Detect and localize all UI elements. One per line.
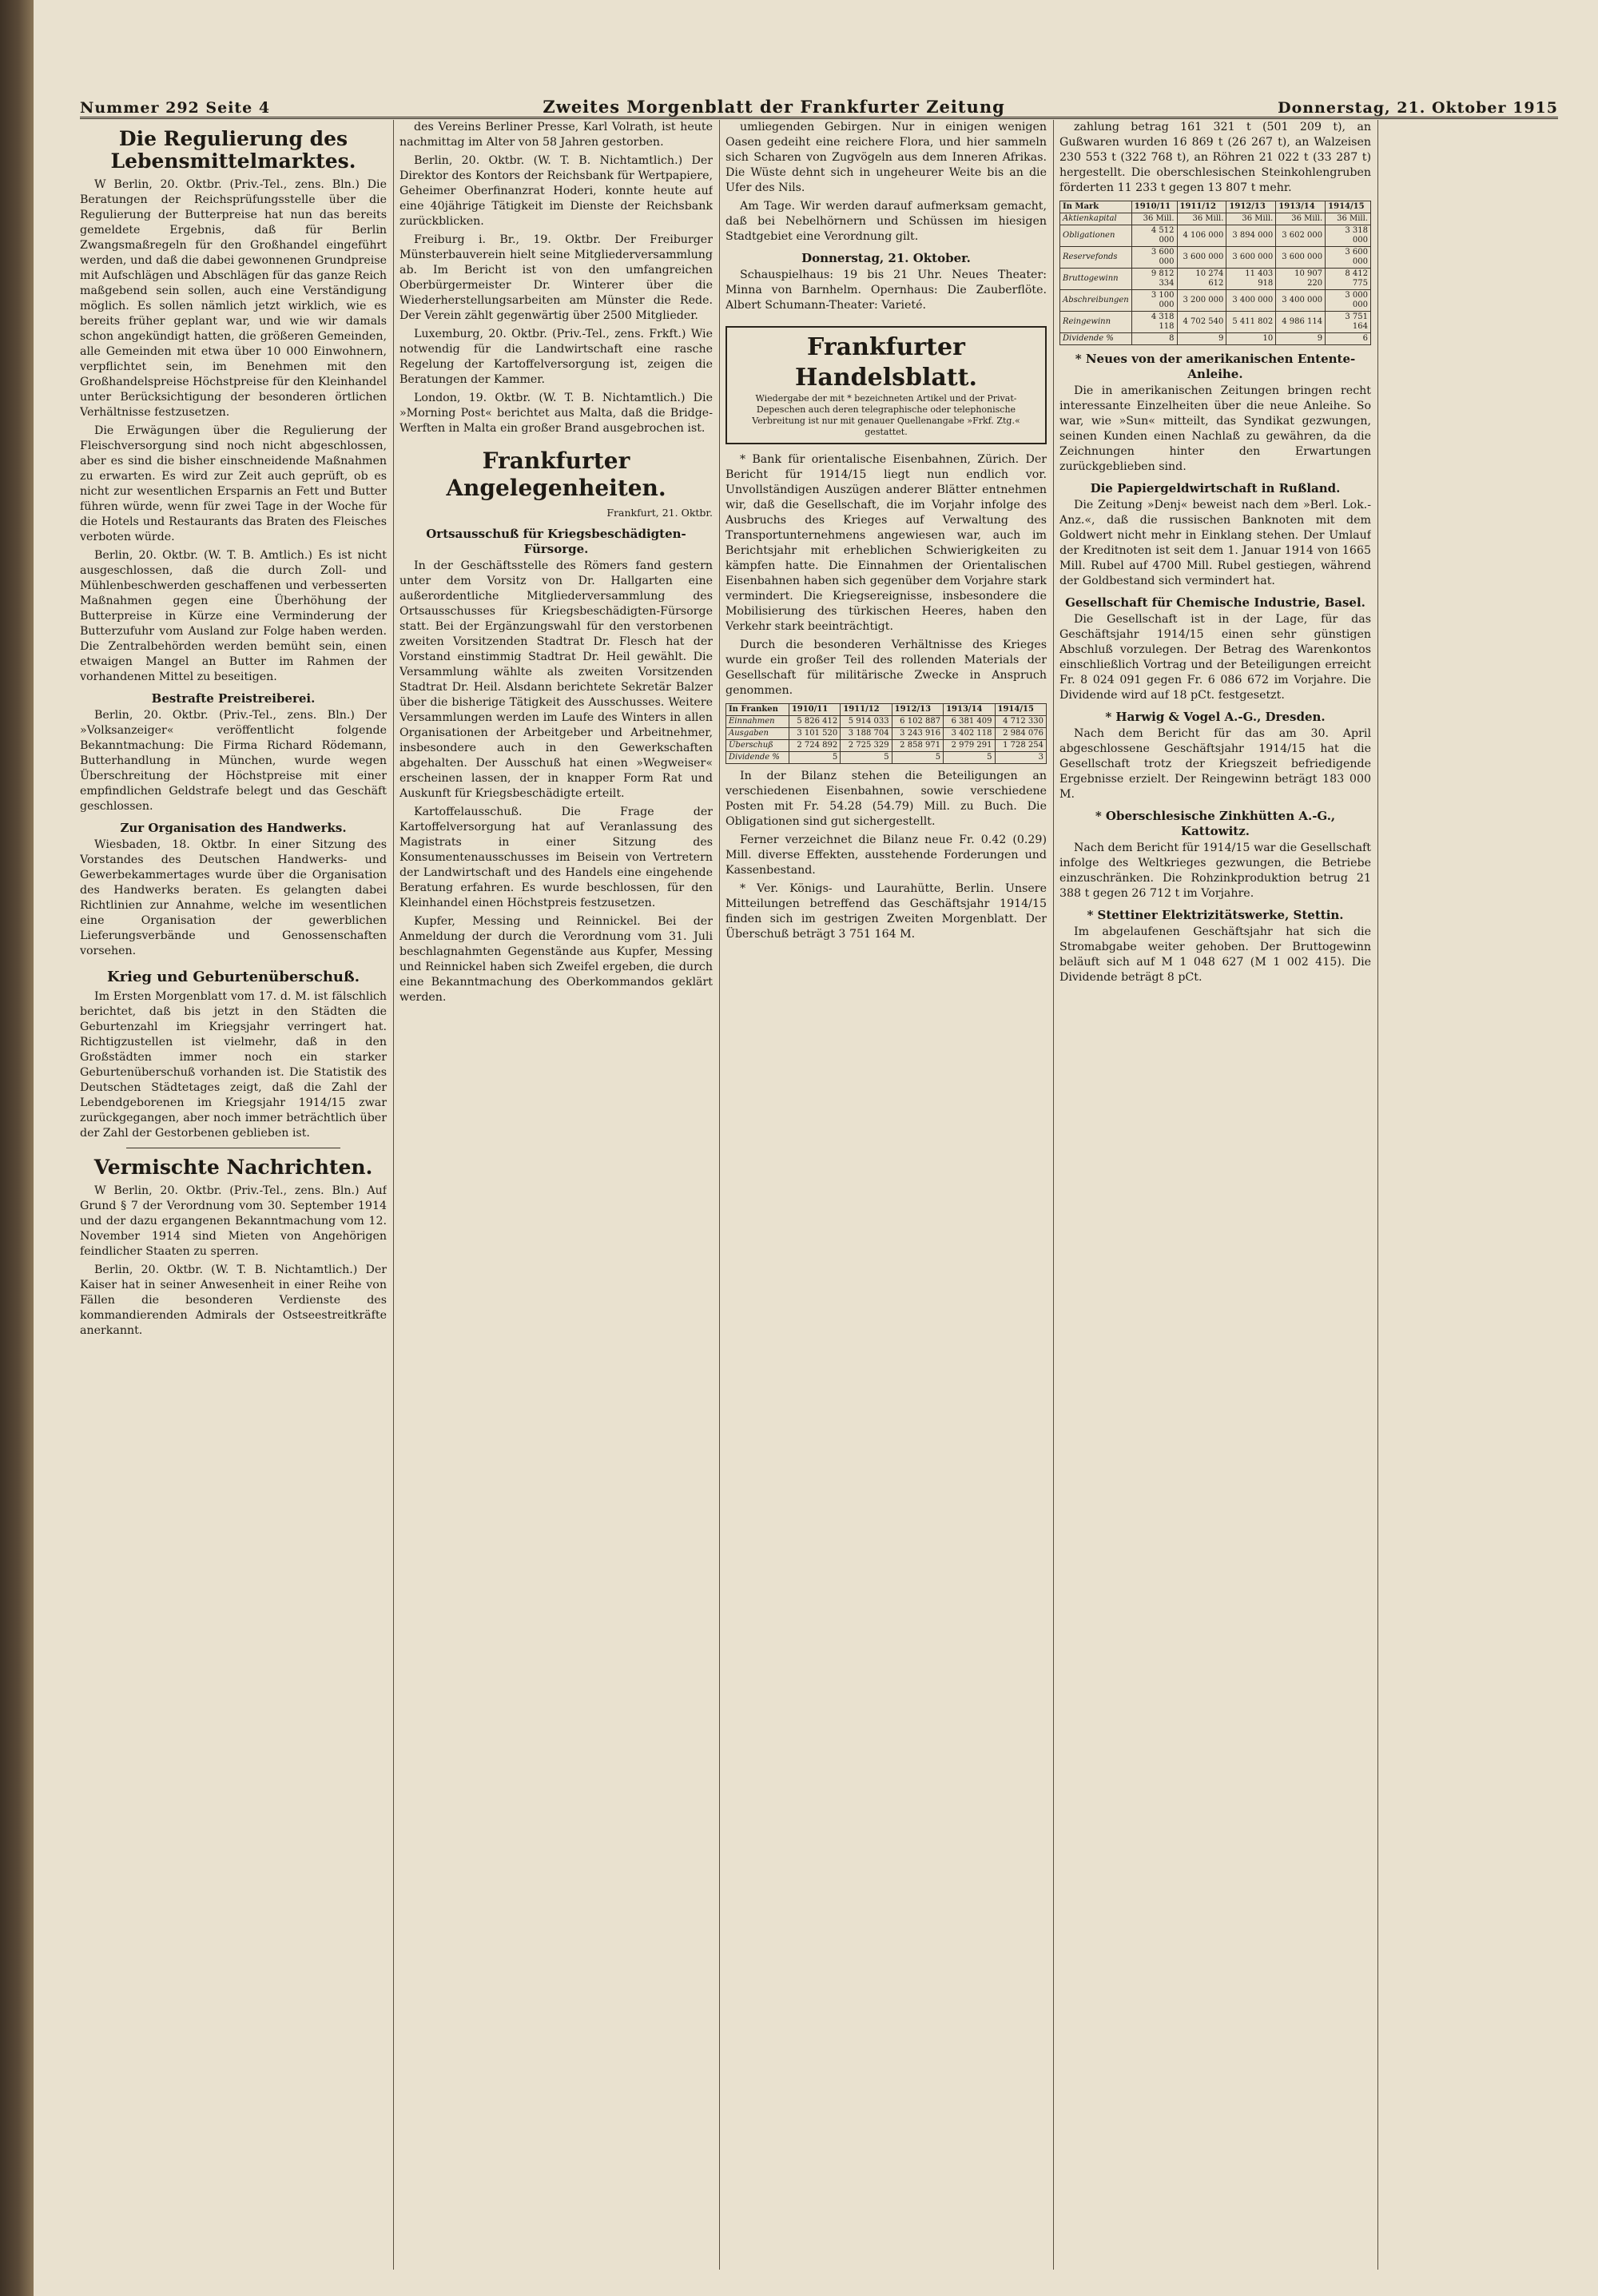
article-paragraph: Wiesbaden, 18. Oktbr. In einer Sitzung des Vorstandes des Deutschen Handwerks- und Gewerbekammertages wurde über die Organisation des Handwerks beraten. Es gelangten dabei Richtlinien zur Annahme, welche im wesentlichen eine Organisation der gewerblichen Lieferungsverbände und Genossenschaften vorsehen. <box>80 838 387 957</box>
table-cell: 5 <box>789 752 840 764</box>
masthead <box>80 86 1558 119</box>
table-cell: 3 751 164 <box>1326 312 1371 333</box>
table-row <box>726 716 1047 728</box>
article-paragraph: * Bank für orientalische Eisenbahnen, Zürich. Der Bericht für 1914/15 liegt nun endlich vor. Unvollständigen Auszügen anderer Blätter entnehmen wir, daß die Gesellschaft, die im Vorjahr infolge des Ausbruchs des Krieges auf Verwaltung des Transportunternehmens angewiesen war, auch im Berichtsjahr mit erheblichen Schwierigkeiten zu kämpfen hatte. Die Einnahmen der Orientalischen Eisenbahnen haben sich gegenüber dem Vorjahre stark vermindert. Die Kriegsereignisse, insbesondere die Mobilisierung des türkischen Heeres, haben den Verkehr stark beeinträchtigt. <box>725 453 1047 633</box>
table-header-cell: 1912/13 <box>892 704 943 716</box>
section-heading: * Harwig & Vogel A.-G., Dresden. <box>1105 710 1326 724</box>
table-cell: 4 986 114 <box>1276 312 1326 333</box>
table-cell: Bruttogewinn <box>1060 269 1132 290</box>
table-cell: 3 101 520 <box>789 728 840 740</box>
page-number-label: Nummer 292 Seite 4 <box>80 99 271 117</box>
article-paragraph: umliegenden Gebirgen. Nur in einigen wenigen Oasen gedeiht eine reichere Flora, und hier sammeln sich Scharen von Zugvögeln aus dem Inneren Afrikas. Die Wüste dehnt sich in ungeheurer Weite bis an die Ufer des Nils. <box>725 121 1047 194</box>
article-paragraph: In der Bilanz stehen die Beteiligungen an verschiedenen Eisenbahnen, sowie verschiedene Posten mit Fr. 54.28 (54.79) Mill. zu Buch. Die Obligationen sind gut sichergestellt. <box>725 770 1047 828</box>
article-paragraph: Die in amerikanischen Zeitungen bringen recht interessante Einzelheiten über die neue Anleihe. So war, wie »Sun« mitteilt, das Syndikat gezwungen, seinen Kunden einen Nachlaß zu gewähren, da die Zeichnungen hinter den Erwartungen zurückgeblieben sind. <box>1059 384 1371 473</box>
section-heading: * Stettiner Elektrizitätswerke, Stettin. <box>1087 908 1344 922</box>
section-heading: Vermischte Nachrichten. <box>93 1156 373 1179</box>
table-row <box>1060 333 1371 345</box>
newspaper-page <box>34 0 1598 2296</box>
article-paragraph: Kupfer, Messing und Reinnickel. Bei der Anmeldung der durch die Verordnung vom 31. Juli beschlagnahmten Gegenstände aus Kupfer, Messing und Reinnickel haben sich Zweifel ergeben, die durch eine Bekanntmachung des Oberkommandos geklärt werden. <box>400 915 713 1004</box>
table-header-cell: In Franken <box>726 704 789 716</box>
table-cell: Reservefonds <box>1060 247 1132 269</box>
section-heading: * Neues von der amerikanischen Entente-Anleihe. <box>1075 352 1356 381</box>
table-cell: 1 728 254 <box>995 740 1047 752</box>
table-cell: 3 600 000 <box>1226 247 1276 269</box>
handelsblatt-notice: Wiedergabe der mit * bezeichneten Artikel und der Privat-Depeschen auch deren telegraphische oder telephonische Verbreitung ist nur mit genauer Quellenangabe »Frkf. Ztg.« gestattet. <box>752 393 1020 437</box>
table-cell: Dividende % <box>726 752 789 764</box>
handelsblatt-title: Frankfurter Handelsblatt. <box>795 333 977 392</box>
table-cell: 5 826 412 <box>789 716 840 728</box>
issue-date: Donnerstag, 21. Oktober 1915 <box>1278 99 1558 117</box>
table-header-cell: In Mark <box>1060 201 1132 213</box>
table-cell: 2 725 329 <box>841 740 892 752</box>
table-cell: 3 000 000 <box>1326 290 1371 312</box>
table-row <box>1060 247 1371 269</box>
dateline: Frankfurt, 21. Oktbr. <box>606 507 713 519</box>
table-cell: 3 200 000 <box>1177 290 1226 312</box>
column-3 <box>725 120 1047 2270</box>
table-cell: 8 412 775 <box>1326 269 1371 290</box>
table-cell: Dividende % <box>1060 333 1132 345</box>
column-rule <box>719 120 720 2270</box>
article-headline: Die Regulierung des Lebensmittelmarktes. <box>110 127 356 173</box>
table-cell: 9 <box>1276 333 1326 345</box>
article-paragraph: Am Tage. Wir werden darauf aufmerksam gemacht, daß bei Nebelhörnern und Schüssen im hiesigen Stadtgebiet eine Verordnung gilt. <box>725 200 1047 243</box>
table-header-cell: 1910/11 <box>789 704 840 716</box>
table-cell: 3 400 000 <box>1226 290 1276 312</box>
article-paragraph: Die Erwägungen über die Regulierung der Fleischversorgung sind noch nicht abgeschlossen, aber es sind die bisher einschneidende Maßnahmen zu erwarten. Es wird zur Zeit auch geprüft, ob es nicht zur wesentlichen Ersparnis an Fett und Butter führen würde, wenn für zwei Tage in der Woche für die Hotels und Restaurants das Braten des Fleisches verboten würde. <box>80 424 387 543</box>
table-cell: Überschuß <box>726 740 789 752</box>
section-heading: * Oberschlesische Zinkhütten A.-G., Kattowitz. <box>1095 809 1336 838</box>
article-paragraph: Im abgelaufenen Geschäftsjahr hat sich die Stromabgabe weiter gehoben. Der Bruttogewinn beläuft sich auf M 1 048 627 (M 1 002 415). Die Dividende beträgt 8 pCt. <box>1059 925 1371 984</box>
table-cell: 2 724 892 <box>789 740 840 752</box>
table-cell: 3 243 916 <box>892 728 943 740</box>
table-cell: Ausgaben <box>726 728 789 740</box>
article-paragraph: W Berlin, 20. Oktbr. (Priv.-Tel., zens. Bln.) Die Beratungen der Reichsprüfungsstelle über die Regulierung der Butterpreise hat nun das bereits gemeldete Ergebnis, daß für Berlin Zwangsmaßregeln für den Großhandel eingeführt werden, und daß die dabei gewonnenen Grundpreise mit Aufschlägen und Abschlägen für das ganze Reich maßgebend sein sollen, auch eine Verständigung möglich. Es sollen nämlich jetzt wirklich, wie es bereits früher geplant war, und wie wir damals schon angekündigt hatten, die größeren Gemeinden, alle Gemeinden mit etwa über 10 000 Einwohnern, verpflichtet sein, im Benehmen mit den Großhandelspreise Höchstpreise für den Kleinhandel unter Berücksichtigung der besonderen örtlichen Verhältnisse festzusetzen. <box>80 178 387 419</box>
handelsblatt-box <box>725 326 1047 444</box>
table-cell: 4 712 330 <box>995 716 1047 728</box>
table-cell: 36 Mill. <box>1276 213 1326 225</box>
section-heading: Die Papiergeldwirtschaft in Rußland. <box>1090 481 1341 495</box>
table-cell: 5 <box>892 752 943 764</box>
table-header-cell: 1914/15 <box>995 704 1047 716</box>
column-2 <box>400 120 713 2270</box>
table-cell: 3 894 000 <box>1226 225 1276 247</box>
table-cell: 3 400 000 <box>1276 290 1326 312</box>
newspaper-title: Zweites Morgenblatt der Frankfurter Zeitung <box>543 97 1005 117</box>
article-paragraph: Berlin, 20. Oktbr. (W. T. B. Nichtamtlich.) Der Kaiser hat in seiner Anwesenheit in einer Reihe von Fällen die besonderen Verdienste des kommandierenden Admirals der Ostseestreitkräfte anerkannt. <box>80 1263 387 1337</box>
table-cell: 3 100 000 <box>1131 290 1177 312</box>
section-heading: Krieg und Geburtenüberschuß. <box>107 969 360 985</box>
article-paragraph: Berlin, 20. Oktbr. (W. T. B. Amtlich.) Es ist nicht ausgeschlossen, daß die durch Zoll- und Mühlenbeschwerden geschaffenen und verbesserten Maßnahmen gegen eine Überhöhung der Butterpreise in Kürze eine Verminderung der Butterzufuhr vom Ausland zur Folge haben werden. Die Zentralbehörden werden bemüht sein, einen etwaigen Mangel an Butter im Rahmen der vorhandenen Mittel zu beseitigen. <box>80 549 387 683</box>
table-cell: Abschreibungen <box>1060 290 1132 312</box>
table-cell: 3 402 118 <box>944 728 995 740</box>
table-cell: 36 Mill. <box>1131 213 1177 225</box>
article-paragraph: Ferner verzeichnet die Bilanz neue Fr. 0.42 (0.29) Mill. diverse Effekten, ausstehende Forderungen und Kassenbestand. <box>725 834 1047 877</box>
section-heading: Ortsausschuß für Kriegsbeschädigten-Fürsorge. <box>426 527 686 556</box>
table-cell: 8 <box>1131 333 1177 345</box>
article-paragraph: Freiburg i. Br., 19. Oktbr. Der Freiburger Münsterbauverein hielt seine Mitgliederversammlung ab. Im Bericht ist von den umfangreichen Oberbürgermeister Dr. Winterer über die Wiederherstellungsarbeiten am Münster die Rede. Der Verein zählt gegenwärtig über 2500 Mitglieder. <box>400 233 713 322</box>
table-row <box>1060 225 1371 247</box>
article-paragraph: zahlung betrag 161 321 t (501 209 t), an Gußwaren wurden 16 869 t (26 267 t), an Walzeisen 230 553 t (322 768 t), an Röhren 21 022 t (33 287 t) hergestellt. Die oberschlesischen Steinkohlengruben förderten 11 233 t gegen 13 807 t mehr. <box>1059 121 1371 194</box>
article-paragraph: Nach dem Bericht für 1914/15 war die Gesellschaft infolge des Weltkrieges gezwungen, die Betriebe einzuschränken. Die Rohzinkproduktion betrug 21 388 t gegen 26 712 t im Vorjahre. <box>1059 842 1371 900</box>
column-rule <box>1053 120 1054 2270</box>
table-cell: 9 <box>1177 333 1226 345</box>
table-header-cell: 1911/12 <box>841 704 892 716</box>
table-cell: 3 318 000 <box>1326 225 1371 247</box>
article-paragraph: Im Ersten Morgenblatt vom 17. d. M. ist fälschlich berichtet, daß bis jetzt in den Städten die Geburtenzahl im Kriegsjahr verringert hat. Richtigzustellen ist vielmehr, daß in den Großstädten immer noch ein starker Geburtenüberschuß vorhanden ist. Die Statistik des Deutschen Städtetages zeigt, daß die Zahl der Lebendgeborenen im Kriegsjahr 1914/15 zwar zurückgegangen, aber noch immer beträchtlich über der Zahl der Gestorbenen geblieben ist. <box>80 990 387 1140</box>
table-row <box>1060 312 1371 333</box>
section-heading: Zur Organisation des Handwerks. <box>120 821 347 835</box>
table-cell: 6 <box>1326 333 1371 345</box>
article-paragraph: W Berlin, 20. Oktbr. (Priv.-Tel., zens. Bln.) Auf Grund § 7 der Verordnung vom 30. September 1914 und der dazu ergangenen Bekanntmachung vom 12. November 1914 sind Mieten von Angehörigen feindlicher Staaten zu sperren. <box>80 1184 387 1258</box>
table-row <box>726 728 1047 740</box>
table-cell: 2 984 076 <box>995 728 1047 740</box>
column-rule <box>393 120 394 2270</box>
table-header-cell: 1913/14 <box>1276 201 1326 213</box>
table-cell: 9 812 334 <box>1131 269 1177 290</box>
table-cell: Einnahmen <box>726 716 789 728</box>
table-cell: 10 274 612 <box>1177 269 1226 290</box>
column-5-edge <box>1384 120 1563 2270</box>
table-header-cell: 1911/12 <box>1177 201 1226 213</box>
table-cell: 3 <box>995 752 1047 764</box>
table-row <box>726 740 1047 752</box>
article-paragraph: Berlin, 20. Oktbr. (W. T. B. Nichtamtlich.) Der Direktor des Kontors der Reichsbank für Wertpapiere, Geheimer Oberfinanzrat Hoderi, konnte heute auf eine 40jährige Tätigkeit im Dienste der Reichsbank zurückblicken. <box>400 154 713 228</box>
article-paragraph: Durch die besonderen Verhältnisse des Krieges wurde ein großer Teil des rollenden Materials der Gesellschaft für militärische Zwecke in Anspruch genommen. <box>725 639 1047 697</box>
article-paragraph: * Ver. Königs- und Laurahütte, Berlin. Unsere Mitteilungen betreffend das Geschäftsjahr 1914/15 finden sich im gestrigen Zweiten Morgenblatt. Der Überschuß beträgt 3 751 164 M. <box>725 882 1047 941</box>
table-cell: 36 Mill. <box>1177 213 1226 225</box>
table-row <box>1060 269 1371 290</box>
table-row <box>1060 213 1371 225</box>
table-cell: 3 600 000 <box>1276 247 1326 269</box>
table-cell: 5 <box>944 752 995 764</box>
table-header-cell: 1914/15 <box>1326 201 1371 213</box>
theater-listing: Schauspielhaus: 19 bis 21 Uhr. Neues Theater: Minna von Barnhelm. Opernhaus: Die Zauberflöte. Albert Schumann-Theater: Varieté. <box>725 269 1047 312</box>
table-cell: 2 979 291 <box>944 740 995 752</box>
table-cell: 10 <box>1226 333 1276 345</box>
financial-table <box>1059 201 1371 345</box>
table-cell: 5 411 802 <box>1226 312 1276 333</box>
article-paragraph: Kartoffelausschuß. Die Frage der Kartoffelversorgung hat auf Veranlassung des Magistrats in einer Sitzung des Konsumentenausschusses im Beisein von Vertretern der Landwirtschaft und des Handels eine eingehende Beratung erfahren. Es wurde beschlossen, für den Kleinhandel einen Höchstpreis festzusetzen. <box>400 806 713 909</box>
table-cell: 11 403 918 <box>1226 269 1276 290</box>
book-spine <box>0 0 34 2296</box>
table-cell: 36 Mill. <box>1326 213 1371 225</box>
table-header-cell: 1913/14 <box>944 704 995 716</box>
table-cell: 3 600 000 <box>1131 247 1177 269</box>
column-4 <box>1059 120 1371 2270</box>
table-cell: 3 600 000 <box>1177 247 1226 269</box>
table-cell: 3 602 000 <box>1276 225 1326 247</box>
article-paragraph: Die Zeitung »Denj« beweist nach dem »Berl. Lok.-Anz.«, daß die russischen Banknoten mit dem Goldwert nicht mehr in Einklang stehen. Der Umlauf der Kreditnoten ist seit dem 1. Januar 1914 von 1665 Mill. Rubel auf 4700 Mill. Rubel gestiegen, während der Goldbestand sich vermindert hat. <box>1059 499 1371 587</box>
table-cell: 36 Mill. <box>1226 213 1276 225</box>
column-rule <box>1377 120 1378 2270</box>
table-row <box>726 752 1047 764</box>
section-title: Frankfurter Angelegenheiten. <box>446 448 666 501</box>
table-cell: 2 858 971 <box>892 740 943 752</box>
table-cell: 6 102 887 <box>892 716 943 728</box>
table-cell: 4 106 000 <box>1177 225 1226 247</box>
article-paragraph: Nach dem Bericht für das am 30. April abgeschlossene Geschäftsjahr 1914/15 hat die Gesellschaft trotz der Kriegszeit befriedigende Ergebnisse erzielt. Der Reingewinn beträgt 183 000 M. <box>1059 727 1371 801</box>
table-cell: 5 914 033 <box>841 716 892 728</box>
column-1 <box>80 120 387 2270</box>
table-cell: 4 318 118 <box>1131 312 1177 333</box>
table-cell: 10 907 220 <box>1276 269 1326 290</box>
table-cell: 3 600 000 <box>1326 247 1371 269</box>
section-heading: Donnerstag, 21. Oktober. <box>801 251 971 265</box>
article-paragraph: Luxemburg, 20. Oktbr. (Priv.-Tel., zens. Frkft.) Wie notwendig für die Landwirtschaft eine rasche Regelung der Kartoffelversorgung ist, zeigen die Beratungen der Kammer. <box>400 328 713 386</box>
section-heading: Gesellschaft für Chemische Industrie, Basel. <box>1065 595 1365 610</box>
table-row <box>1060 290 1371 312</box>
article-paragraph: London, 19. Oktbr. (W. T. B. Nichtamtlich.) Die »Morning Post« berichtet aus Malta, daß die Bridge-Werften in Malta ein großer Brand ausgebrochen ist. <box>400 392 713 435</box>
article-paragraph: Die Gesellschaft ist in der Lage, für das Geschäftsjahr 1914/15 einen sehr günstigen Abschluß vorzulegen. Der Betrag des Warenkontos einschließlich Vortrag und der Beteiligungen erreicht Fr. 8 024 091 gegen Fr. 6 086 672 im Vorjahre. Die Dividende wird auf 18 pCt. festgesetzt. <box>1059 613 1371 702</box>
article-paragraph: In der Geschäftsstelle des Römers fand gestern unter dem Vorsitz von Dr. Hallgarten eine außerordentliche Mitgliederversammlung des Ortsausschusses für Kriegsbeschädigten-Fürsorge statt. Bei der Ergänzungswahl für den verstorbenen zweiten Vorsitzenden Stadtrat Dr. Flesch hat der Vorstand einstimmig Stadtrat Dr. Heil gewählt. Die Versammlung wählte als zweiten Vorsitzenden Stadtrat Dr. Heil. Alsdann berichtete Sekretär Balzer über die bisherige Tätigkeit des Ausschusses. Weitere Versammlungen werden im Laufe des Winters in allen Organisationen der Arbeitgeber und Arbeitnehmer, insbesondere auch in den Gewerkschaften abgehalten. Der Ausschuß hat einen »Wegweiser« erscheinen lassen, der in knapper Form Rat und Auskunft für Kriegsbeschädigte erteilt. <box>400 559 713 800</box>
table-cell: Aktienkapital <box>1060 213 1132 225</box>
table-cell: Obligationen <box>1060 225 1132 247</box>
table-cell: 5 <box>841 752 892 764</box>
section-heading: Bestrafte Preistreiberei. <box>151 691 316 706</box>
table-header-cell: 1910/11 <box>1131 201 1177 213</box>
table-cell: 6 381 409 <box>944 716 995 728</box>
table-cell: 3 188 704 <box>841 728 892 740</box>
financial-table <box>725 703 1047 764</box>
table-header-cell: 1912/13 <box>1226 201 1276 213</box>
article-paragraph: des Vereins Berliner Presse, Karl Volrath, ist heute nachmittag im Alter von 58 Jahren gestorben. <box>400 121 713 149</box>
article-paragraph: Berlin, 20. Oktbr. (Priv.-Tel., zens. Bln.) Der »Volksanzeiger« veröffentlicht folgende Bekanntmachung: Die Firma Richard Rödemann, Butterhandlung in München, wurde wegen Überschreitung der Höchstpreise mit einer empfindlichen Geldstrafe belegt und das Geschäft geschlossen. <box>80 709 387 813</box>
table-cell: 4 512 000 <box>1131 225 1177 247</box>
table-cell: Reingewinn <box>1060 312 1132 333</box>
table-cell: 4 702 540 <box>1177 312 1226 333</box>
